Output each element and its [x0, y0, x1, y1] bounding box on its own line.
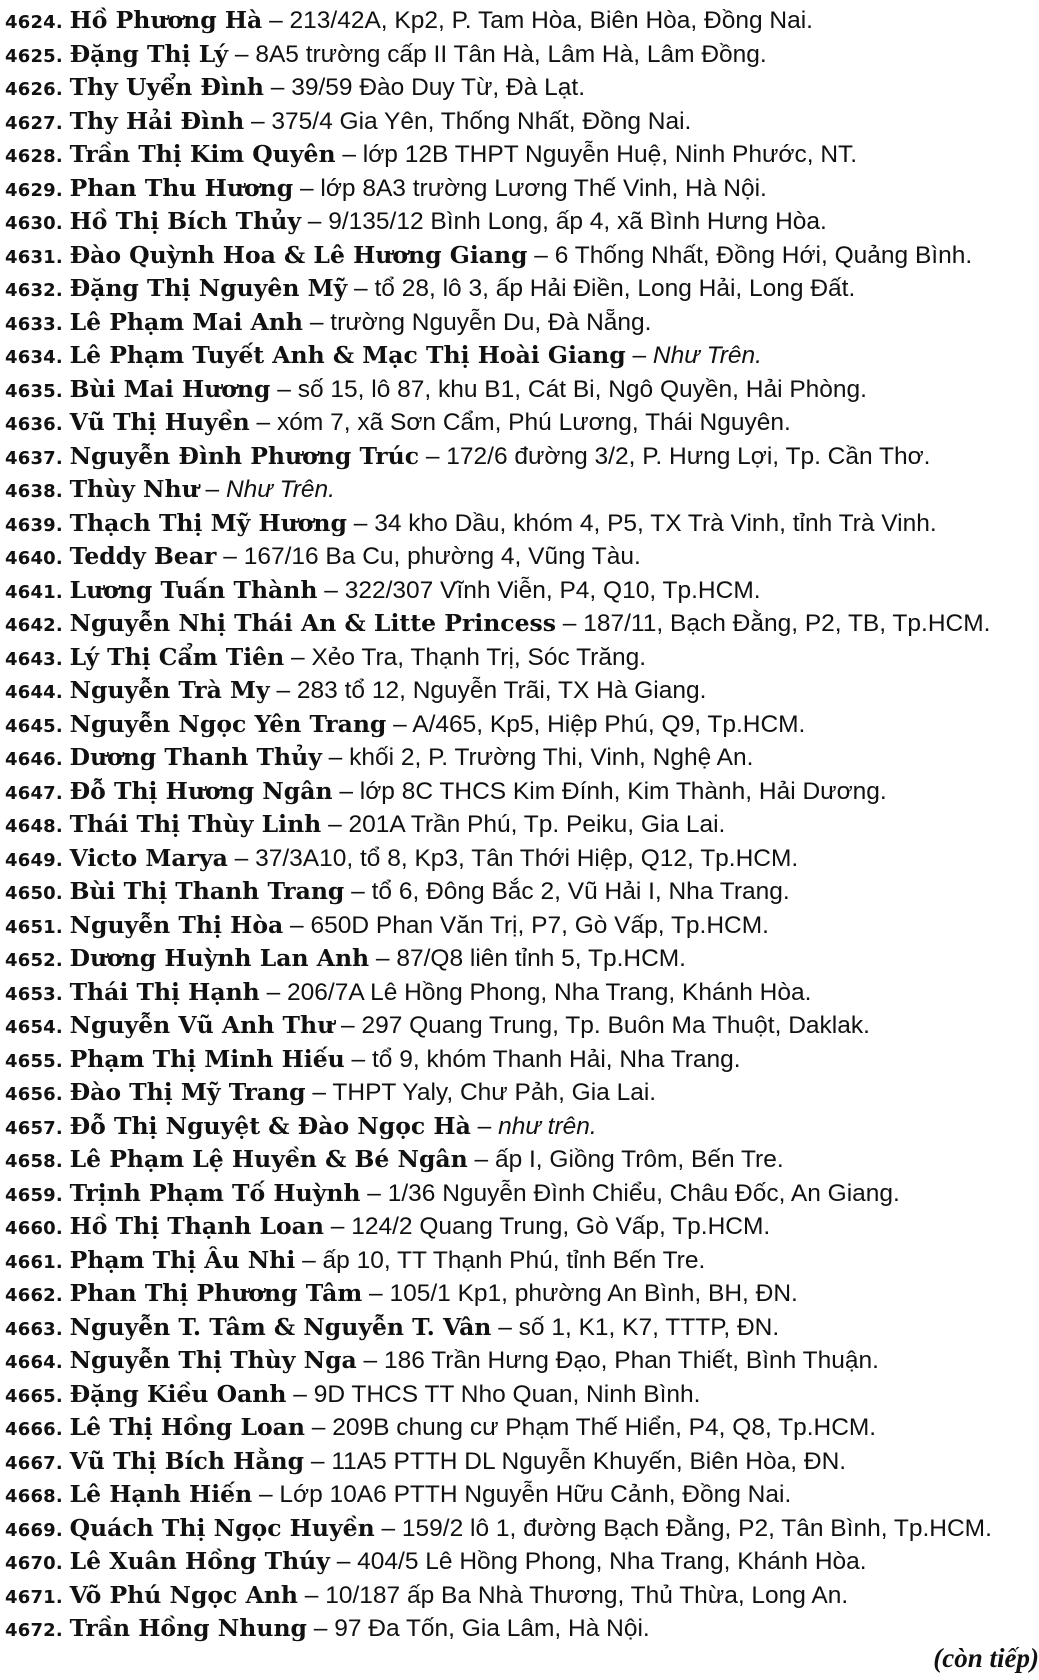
entry-name: Trần Hồng Nhung: [69, 1614, 307, 1642]
list-item: [5, 539, 1035, 573]
entry-address: số 1, K1, K7, TTTP, ĐN.: [518, 1313, 780, 1341]
list-item: [5, 1276, 1035, 1310]
list-item: [5, 405, 1035, 439]
list-item: [5, 171, 1035, 205]
list-item: [5, 372, 1035, 406]
entry-number: 4655.: [5, 1050, 63, 1072]
entry-number: 4650.: [5, 883, 63, 904]
list-item: [5, 640, 1035, 674]
entry-address: Như Trên.: [225, 476, 335, 503]
entry-name: Thy Hải Đình: [69, 106, 245, 135]
entry-separator: –: [321, 811, 349, 838]
entry-address: tổ 6, Đông Bắc 2, Vũ Hải I, Nha Trang.: [371, 878, 790, 905]
entry-separator: –: [334, 1012, 362, 1039]
entry-number: 4660.: [5, 1218, 63, 1239]
entry-address: 206/7A Lê Hồng Phong, Nha Trang, Khánh Hòa.: [287, 978, 812, 1006]
entry-number: 4633.: [5, 313, 63, 335]
entry-name: Trần Thị Kim Quyên: [69, 140, 336, 168]
list-item: [5, 1042, 1035, 1076]
entry-address: 9D THCS TT Nho Quan, Ninh Bình.: [313, 1380, 701, 1408]
entry-number: 4656.: [5, 1084, 63, 1105]
entry-separator: –: [346, 509, 375, 537]
entry-separator: –: [374, 1514, 402, 1542]
entry-separator: –: [227, 844, 256, 872]
list-item: [5, 606, 1035, 640]
entry-address: 167/16 Ba Cu, phường 4, Vũng Tàu.: [243, 543, 641, 570]
entry-separator: –: [362, 1280, 390, 1307]
entry-address: lớp 12B THPT Nguyễn Huệ, Ninh Phước, NT.: [362, 141, 858, 168]
entry-name: Lê Xuân Hồng Thúy: [69, 1547, 330, 1575]
list-item: [5, 573, 1035, 607]
entry-name: Lê Phạm Lệ Huyền & Bé Ngân: [69, 1145, 468, 1173]
entry-address: 34 kho Dầu, khóm 4, P5, TX Trà Vinh, tỉnh Trà Vinh.: [374, 509, 937, 537]
entry-name: Vũ Thị Huyền: [69, 408, 250, 436]
entry-name: Nguyễn Đình Phương Trúc: [69, 441, 420, 470]
list-item: [5, 908, 1035, 942]
entry-number: 4646.: [5, 749, 63, 770]
entry-address: THPT Yaly, Chư Pảh, Gia Lai.: [332, 1079, 657, 1106]
list-item: [5, 238, 1035, 272]
entry-name: Dương Huỳnh Lan Anh: [69, 944, 370, 972]
list-item: [5, 807, 1035, 841]
entry-address: 650D Phan Văn Trị, P7, Gò Vấp, Tp.HCM.: [310, 911, 769, 939]
list-item: [5, 1544, 1035, 1578]
entry-name: Bùi Thị Thanh Trang: [69, 877, 345, 905]
entry-name: Đỗ Thị Nguyệt & Đào Ngọc Hà: [69, 1111, 471, 1140]
entry-name: Lê Thị Hồng Loan: [69, 1413, 305, 1441]
entry-name: Đào Quỳnh Hoa & Lê Hương Giang: [69, 240, 528, 269]
list-item: [5, 941, 1035, 975]
entry-number: 4666.: [5, 1419, 63, 1440]
entry-separator: –: [293, 174, 321, 202]
entry-separator: –: [252, 1481, 280, 1508]
entry-number: 4642.: [5, 615, 63, 636]
entry-number: 4630.: [5, 213, 63, 234]
entry-separator: –: [300, 208, 329, 235]
entry-number: 4647.: [5, 782, 63, 804]
entry-address: trường Nguyễn Du, Đà Nẵng.: [330, 308, 652, 336]
entry-address: 172/6 đường 3/2, P. Hưng Lợi, Tp. Cần Thơ.: [446, 442, 931, 470]
list-item: [5, 673, 1035, 707]
entry-number: 4628.: [5, 146, 63, 167]
entry-number: 4664.: [5, 1352, 63, 1373]
entry-number: 4670.: [5, 1553, 63, 1574]
entry-name: Lê Phạm Mai Anh: [69, 307, 304, 336]
entry-name: Dương Thanh Thủy: [69, 743, 322, 771]
entry-separator: –: [269, 677, 297, 704]
entry-separator: –: [262, 7, 290, 34]
entry-number: 4667.: [5, 1452, 63, 1474]
entry-address: 297 Quang Trung, Tp. Buôn Ma Thuột, Daklak.: [361, 1012, 870, 1039]
entry-number: 4637.: [5, 447, 63, 469]
entry-name: Nguyễn T. Tâm & Nguyễn T. Vân: [69, 1312, 492, 1341]
entry-separator: –: [360, 1179, 388, 1207]
entry-separator: –: [304, 1447, 332, 1475]
entry-number: 4645.: [5, 715, 63, 737]
entry-separator: –: [321, 744, 350, 771]
entry-address: khối 2, P. Trường Thi, Vinh, Nghệ An.: [349, 744, 754, 771]
entry-number: 4657.: [5, 1117, 63, 1139]
entry-address: 37/3A10, tổ 8, Kp3, Tân Thới Hiệp, Q12, Tp.HCM.: [255, 844, 799, 872]
list-item: [5, 1109, 1035, 1143]
entry-address: 283 tổ 12, Nguyễn Trãi, TX Hà Giang.: [296, 677, 707, 704]
entry-name: Trịnh Phạm Tố Huỳnh: [69, 1178, 361, 1207]
entry-name: Nguyễn Nhị Thái An & Litte Princess: [69, 609, 556, 637]
entry-address: 97 Đa Tốn, Gia Lâm, Hà Nội.: [334, 1615, 650, 1642]
entry-number: 4634.: [5, 347, 63, 368]
entry-separator: –: [329, 1548, 358, 1575]
entry-name: Thái Thị Thùy Linh: [69, 810, 322, 838]
entry-number: 4624.: [5, 12, 63, 33]
entry-number: 4640.: [5, 548, 63, 569]
entry-separator: –: [467, 1146, 495, 1173]
list-item: [5, 3, 1035, 37]
list-item: [5, 1477, 1035, 1511]
entry-name: Hồ Phương Hà: [69, 6, 263, 34]
list-item: [5, 37, 1035, 71]
entry-number: 4658.: [5, 1151, 63, 1172]
entry-name: Nguyễn Thị Thùy Nga: [69, 1346, 357, 1374]
list-item: [5, 707, 1035, 741]
continued-note: (còn tiếp): [933, 1643, 1039, 1673]
entry-name: Nguyễn Vũ Anh Thư: [69, 1011, 335, 1039]
entry-address: A/465, Kp5, Hiệp Phú, Q9, Tp.HCM.: [412, 710, 806, 738]
entry-address: xóm 7, xã Sơn Cẩm, Phú Lương, Thái Nguyên.: [276, 409, 791, 436]
entry-separator: –: [527, 241, 555, 269]
entry-separator: –: [298, 1581, 326, 1609]
list-item: [5, 1377, 1035, 1411]
entry-number: 4652.: [5, 950, 63, 971]
entry-separator: –: [332, 777, 360, 805]
entry-name: Hồ Thị Thạnh Loan: [69, 1212, 324, 1240]
entry-address: 6 Thống Nhất, Đồng Hới, Quảng Bình.: [554, 241, 973, 269]
entry-address: 124/2 Quang Trung, Gò Vấp, Tp.HCM.: [351, 1213, 771, 1240]
entry-address: 209B chung cư Phạm Thế Hiển, P4, Q8, Tp.HCM.: [332, 1414, 877, 1441]
entry-address: 322/307 Vĩnh Viễn, P4, Q10, Tp.HCM.: [344, 576, 761, 604]
entry-name: Teddy Bear: [69, 542, 217, 570]
entry-name: Lê Phạm Tuyết Anh & Mạc Thị Hoài Giang: [69, 341, 626, 369]
list-item: [5, 137, 1035, 171]
entry-address: 9/135/12 Bình Long, ấp 4, xã Bình Hưng Hòa.: [328, 208, 827, 235]
entry-name: Đỗ Thị Hương Ngân: [69, 776, 333, 805]
entry-address: 213/42A, Kp2, P. Tam Hòa, Biên Hòa, Đồng Nai.: [289, 7, 813, 34]
entry-number: 4636.: [5, 414, 63, 435]
entry-address: 187/11, Bạch Đằng, P2, TB, Tp.HCM.: [583, 610, 991, 637]
entry-address: như trên.: [498, 1112, 597, 1140]
entry-number: 4654.: [5, 1017, 63, 1038]
entry-number: 4626.: [5, 79, 63, 100]
entry-address: Xẻo Tra, Thạnh Trị, Sóc Trăng.: [311, 643, 647, 671]
list-item: [5, 1075, 1035, 1109]
entry-address: 1/36 Nguyễn Đình Chiểu, Châu Đốc, An Giang.: [387, 1179, 900, 1207]
entry-name: Thái Thị Hạnh: [69, 977, 260, 1006]
entry-name: Lê Hạnh Hiến: [69, 1480, 253, 1508]
entry-address: 87/Q8 liên tỉnh 5, Tp.HCM.: [396, 945, 686, 972]
entry-number: 4627.: [5, 112, 63, 134]
entry-separator: –: [625, 342, 653, 369]
entry-name: Đặng Thị Nguyên Mỹ: [69, 274, 348, 302]
entry-number: 4668.: [5, 1486, 63, 1507]
entry-name: Hồ Thị Bích Thủy: [69, 207, 301, 235]
entry-name: Victo Marya: [69, 843, 228, 872]
entry-number: 4659.: [5, 1184, 63, 1206]
entry-name: Đặng Kiều Oanh: [69, 1379, 287, 1408]
entry-address: Lớp 10A6 PTTH Nguyễn Hữu Cảnh, Đồng Nai.: [279, 1481, 792, 1508]
entry-number: 4641.: [5, 581, 63, 603]
entry-number: 4671.: [5, 1586, 63, 1608]
entry-number: 4625.: [5, 45, 63, 67]
entry-separator: –: [344, 878, 372, 905]
entry-address: 404/5 Lê Hồng Phong, Nha Trang, Khánh Hòa.: [357, 1548, 867, 1575]
entry-number: 4662.: [5, 1285, 63, 1306]
list-item: [5, 841, 1035, 875]
entry-separator: –: [317, 576, 345, 604]
entry-separator: –: [470, 1112, 499, 1140]
entry-separator: –: [263, 74, 292, 101]
list-item: [5, 1142, 1035, 1176]
entry-separator: –: [286, 1380, 314, 1408]
entry-name: Quách Thị Ngọc Huyền: [69, 1513, 375, 1542]
entry-name: Võ Phú Ngọc Anh: [69, 1580, 298, 1609]
entry-name: Nguyễn Trà My: [69, 676, 270, 704]
list-item: [5, 740, 1035, 774]
entry-name: Nguyễn Thị Hòa: [69, 910, 284, 939]
list-item: [5, 874, 1035, 908]
entry-separator: –: [356, 1347, 384, 1374]
entry-address: Như Trên.: [652, 342, 762, 369]
entry-number: 4631.: [5, 246, 63, 268]
entry-number: 4649.: [5, 849, 63, 871]
entry-address: tổ 9, khóm Thanh Hải, Nha Trang.: [372, 1045, 741, 1073]
entry-separator: –: [284, 643, 312, 671]
entry-name: Phan Thị Phương Tâm: [69, 1279, 363, 1307]
list-item: [5, 1176, 1035, 1210]
entry-separator: –: [244, 107, 272, 135]
entry-address: tổ 28, lô 3, ấp Hải Điền, Long Hải, Long Đất.: [374, 275, 856, 302]
entry-number: 4629.: [5, 179, 63, 201]
entry-separator: –: [335, 141, 363, 168]
entry-number: 4672.: [5, 1620, 63, 1641]
entry-name: Bùi Mai Hương: [69, 374, 271, 403]
list-item: [5, 472, 1035, 506]
entry-name: Đào Thị Mỹ Trang: [69, 1078, 306, 1106]
entry-number: 4661.: [5, 1251, 63, 1273]
entry-separator: –: [198, 476, 226, 503]
entry-name: Lương Tuấn Thành: [69, 575, 318, 604]
entry-number: 4648.: [5, 816, 63, 837]
list-item: [5, 1343, 1035, 1377]
list-item: [5, 439, 1035, 473]
entry-separator: –: [295, 1246, 323, 1274]
entry-name: Thùy Như: [69, 475, 199, 503]
list-item: [5, 774, 1035, 808]
entry-separator: –: [216, 543, 244, 570]
list-item: [5, 1578, 1035, 1612]
entry-address: 10/187 ấp Ba Nhà Thương, Thủ Thừa, Long An.: [325, 1581, 849, 1609]
entry-address: 105/1 Kp1, phường An Bình, BH, ĐN.: [389, 1280, 798, 1307]
list-item: [5, 1511, 1035, 1545]
entry-number: 4643.: [5, 648, 63, 670]
address-list: [5, 3, 1035, 1645]
entry-name: Thạch Thị Mỹ Hương: [69, 508, 347, 537]
entry-number: 4644.: [5, 682, 63, 703]
entry-separator: –: [556, 610, 584, 637]
entry-name: Nguyễn Ngọc Yên Trang: [69, 709, 387, 738]
entry-separator: –: [344, 1045, 372, 1073]
entry-number: 4639.: [5, 514, 63, 536]
entry-number: 4665.: [5, 1385, 63, 1407]
entry-separator: –: [259, 978, 288, 1006]
entry-number: 4663.: [5, 1318, 63, 1340]
entry-address: 186 Trần Hưng Đạo, Phan Thiết, Bình Thuận.: [384, 1347, 879, 1374]
list-item: [5, 975, 1035, 1009]
entry-address: lớp 8A3 trường Lương Thế Vinh, Hà Nội.: [320, 174, 767, 202]
entry-number: 4651.: [5, 916, 63, 938]
entry-address: 8A5 trường cấp II Tân Hà, Lâm Hà, Lâm Đồng.: [255, 40, 767, 68]
entry-address: 159/2 lô 1, đường Bạch Đằng, P2, Tân Bình, Tp.HCM.: [401, 1514, 992, 1542]
entry-number: 4635.: [5, 380, 63, 402]
entry-address: ấp I, Giồng Trôm, Bến Tre.: [494, 1146, 784, 1173]
entry-number: 4669.: [5, 1519, 63, 1541]
entry-separator: –: [369, 945, 397, 972]
entry-separator: –: [491, 1313, 519, 1341]
list-item: [5, 271, 1035, 305]
entry-number: 4638.: [5, 481, 63, 502]
entry-name: Thy Uyển Đình: [69, 73, 264, 101]
list-item: [5, 506, 1035, 540]
entry-separator: –: [249, 409, 277, 436]
entry-separator: –: [270, 375, 298, 403]
list-item: [5, 1243, 1035, 1277]
entry-address: 11A5 PTTH DL Nguyễn Khuyến, Biên Hòa, ĐN.: [331, 1447, 847, 1475]
entry-name: Đặng Thị Lý: [69, 39, 229, 68]
entry-address: số 15, lô 87, khu B1, Cát Bi, Ngô Quyền, Hải Phòng.: [297, 375, 867, 403]
entry-name: Phan Thu Hương: [69, 173, 294, 202]
entry-address: lớp 8C THCS Kim Đính, Kim Thành, Hải Dương.: [359, 777, 887, 805]
entry-separator: –: [228, 40, 256, 68]
entry-separator: –: [283, 911, 311, 939]
entry-address: 39/59 Đào Duy Từ, Đà Lạt.: [291, 74, 586, 101]
entry-separator: –: [306, 1615, 335, 1642]
list-item: [5, 70, 1035, 104]
list-item: [5, 1209, 1035, 1243]
entry-separator: –: [347, 275, 375, 302]
entry-address: 375/4 Gia Yên, Thống Nhất, Đồng Nai.: [271, 107, 692, 135]
entry-separator: –: [305, 1414, 333, 1441]
list-item: [5, 305, 1035, 339]
entry-separator: –: [303, 308, 331, 336]
entry-name: Phạm Thị Minh Hiếu: [69, 1044, 345, 1073]
entry-number: 4653.: [5, 983, 63, 1005]
entry-number: 4632.: [5, 280, 63, 301]
entry-name: Phạm Thị Âu Nhi: [69, 1245, 296, 1274]
list-item: [5, 204, 1035, 238]
entry-address: 201A Trần Phú, Tp. Peiku, Gia Lai.: [348, 811, 726, 838]
entry-name: Vũ Thị Bích Hằng: [69, 1446, 305, 1475]
list-item: [5, 104, 1035, 138]
list-item: [5, 1008, 1035, 1042]
entry-separator: –: [305, 1079, 333, 1106]
entry-name: Lý Thị Cẩm Tiên: [69, 642, 285, 671]
list-item: [5, 1444, 1035, 1478]
list-item: [5, 1410, 1035, 1444]
entry-separator: –: [386, 710, 413, 738]
list-item: [5, 1611, 1035, 1645]
list-item: [5, 338, 1035, 372]
entry-separator: –: [323, 1213, 352, 1240]
entry-address: ấp 10, TT Thạnh Phú, tỉnh Bến Tre.: [322, 1246, 706, 1274]
entry-separator: –: [419, 442, 447, 470]
list-item: [5, 1310, 1035, 1344]
